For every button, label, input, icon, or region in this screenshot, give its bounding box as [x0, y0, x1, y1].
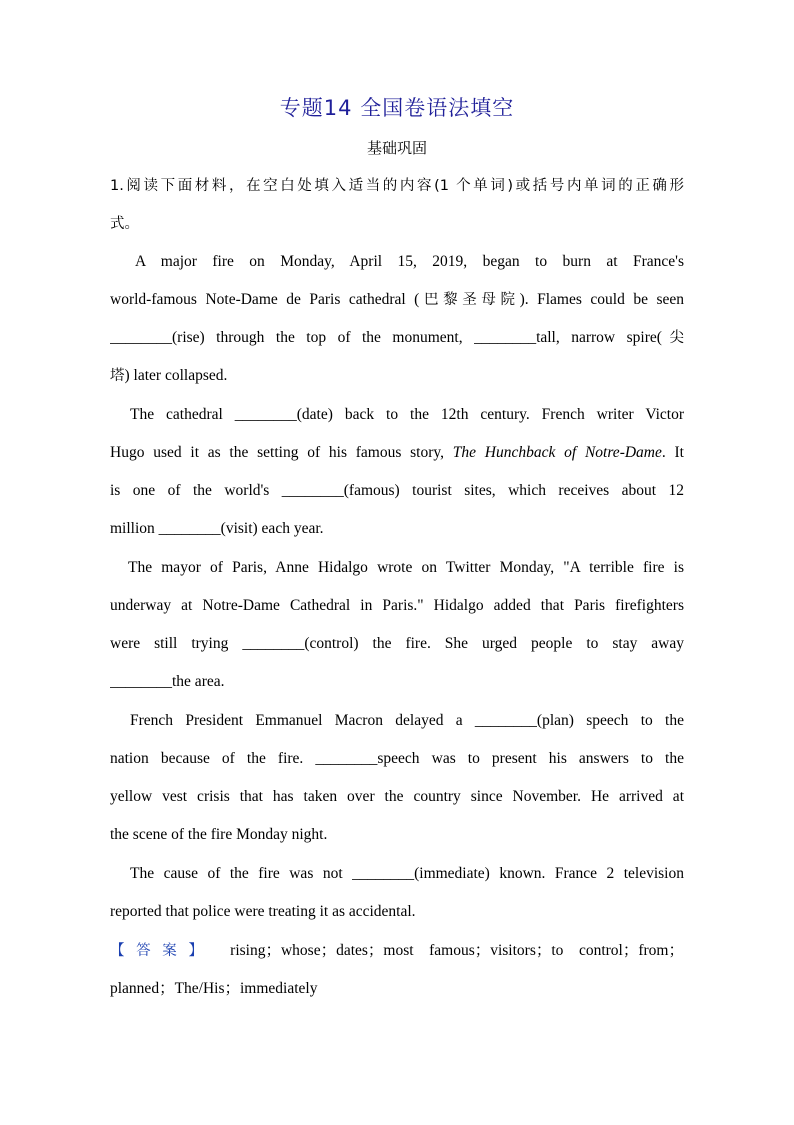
passage-p5-line-1: The cause of the fire was not ________(immediate) known. France 2 television — [130, 865, 684, 882]
answer-text: rising；whose；dates；most famous；visitors；to control；from； — [230, 942, 684, 959]
answer-line-2: planned；The/His；immediately — [110, 980, 318, 997]
passage-p3-line-4: ________the area. — [110, 673, 225, 690]
chinese-gloss: 塔 — [110, 368, 125, 384]
passage-p4-line-1: French President Emmanuel Macron delayed a ________(plan) speech to the — [130, 712, 684, 729]
passage-p2-line-3: is one of the world's ________(famous) tourist sites, which receives about 12 — [110, 482, 684, 499]
passage-p3-line-3: were still trying ________(control) the fire. She urged people to stay away — [110, 635, 684, 652]
answer-label: 【答案】 — [110, 943, 215, 959]
answer-line-1 — [110, 939, 684, 963]
passage-p1-line-2 — [110, 288, 684, 312]
text-fragment: . It — [661, 444, 684, 461]
passage-p1-line-4 — [110, 364, 684, 388]
text-fragment: Hugo used it as the setting of his famous story, — [110, 444, 453, 461]
page-title: 专题14 全国卷语法填空 — [279, 96, 515, 120]
text-fragment: ). Flames could be seen — [519, 291, 684, 308]
passage-p3-line-1: The mayor of Paris, Anne Hidalgo wrote on Twitter Monday, "A terrible fire is — [128, 559, 684, 576]
book-title: The Hunchback of Notre-Dame — [452, 444, 662, 461]
passage-p2-line-1: The cathedral ________(date) back to the 12th century. French writer Victor — [130, 406, 684, 423]
passage-p1-line-3 — [110, 326, 684, 350]
question-instruction-line-2: 式。 — [110, 216, 139, 232]
passage-p2-line-4: million ________(visit) each year. — [110, 520, 324, 537]
section-subtitle: 基础巩固 — [366, 139, 427, 157]
text-fragment: world-famous Note-Dame de Paris cathedral ( — [110, 291, 420, 308]
passage-p3-line-2: underway at Notre-Dame Cathedral in Paris." Hidalgo added that Paris firefighters — [110, 597, 684, 614]
passage-p5-line-2: reported that police were treating it as accidental. — [110, 903, 416, 920]
passage-p2-line-2 — [110, 441, 684, 465]
passage-p4-line-4: the scene of the fire Monday night. — [110, 826, 328, 843]
passage-p1-line-1: A major fire on Monday, April 15, 2019, began to burn at France's — [135, 253, 684, 270]
passage-p4-line-3: yellow vest crisis that has taken over the country since November. He arrived at — [110, 788, 684, 805]
chinese-gloss: 尖 — [661, 330, 684, 346]
text-fragment: ________(rise) through the top of the monument, ________tall, narrow spire( — [110, 329, 662, 346]
chinese-gloss: 巴黎圣母院 — [419, 292, 520, 308]
text-fragment: ) later collapsed. — [124, 367, 228, 384]
passage-p4-line-2: nation because of the fire. ________speech was to present his answers to the — [110, 750, 684, 767]
question-instruction-line-1: 1.阅读下面材料，在空白处填入适当的内容(1 个单词)或括号内单词的正确形 — [110, 178, 684, 194]
